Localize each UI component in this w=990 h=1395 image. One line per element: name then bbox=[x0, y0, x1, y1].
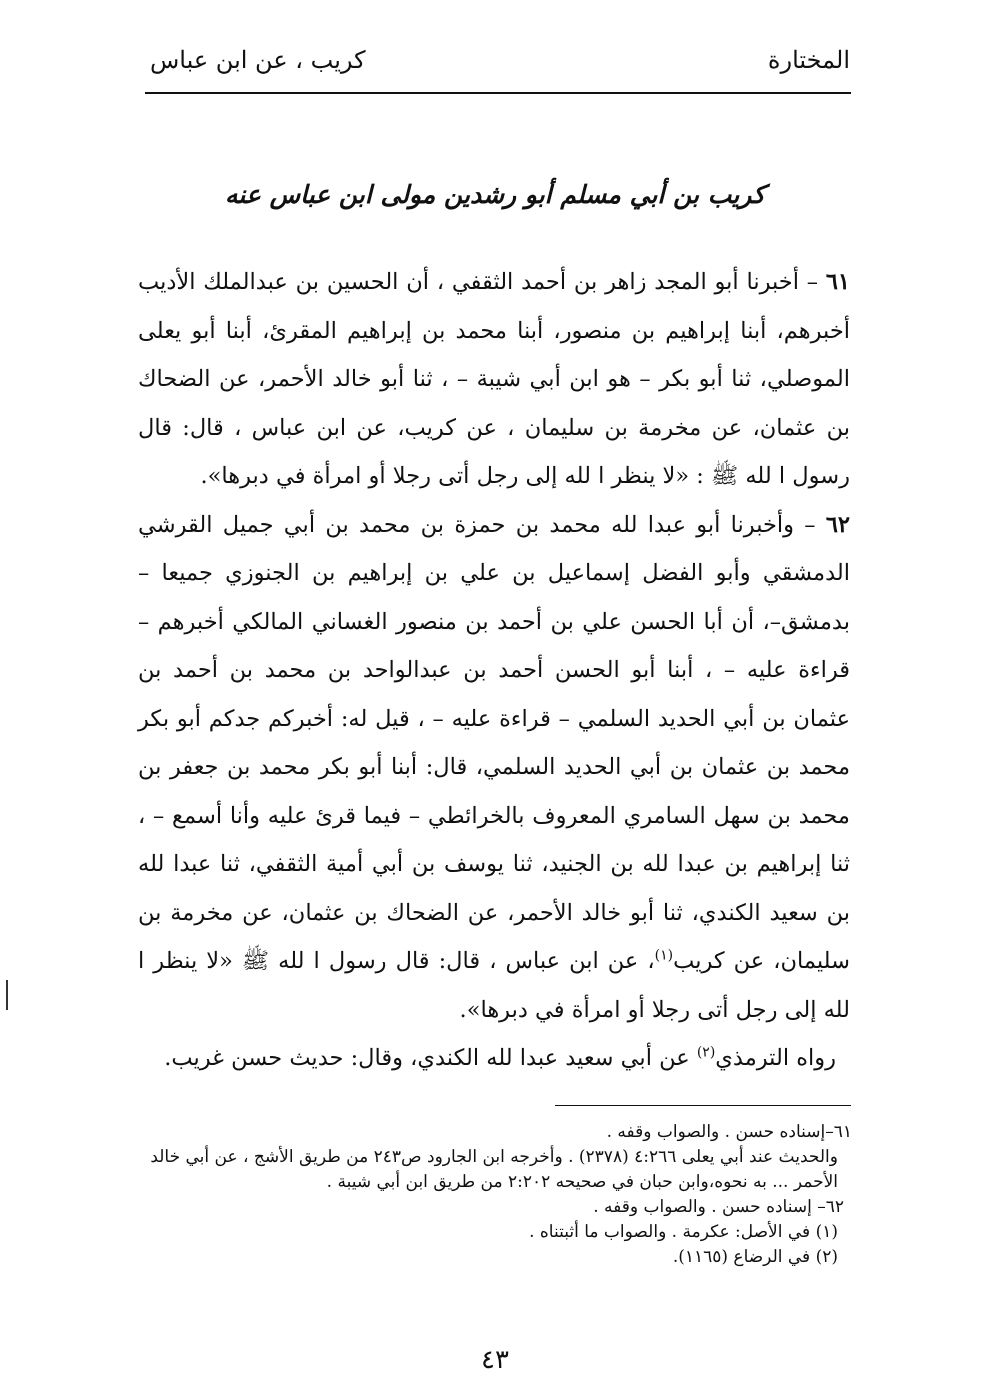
running-header-section-title: كريب ، عن ابن عباس bbox=[150, 46, 366, 74]
scan-artifact bbox=[6, 980, 8, 1010]
hadith-text: – وأخبرنا أبو عبدا لله محمد بن حمزة بن محمد بن أبي جميل القرشي الدمشقي وأبو الفضل إسماعيل بن علي بن إبراهيم بن الجنوزي جميعا – بدمشق–، أن أبا الحسن علي بن أحمد بن منصور الغساني المالكي أخبرهم – قراءة عليه – ، أبنا أبو الحسن أحمد بن عبدالواحد بن محمد بن أحمد بن عثمان بن أبي الحديد السلمي – قراءة عليه – ، قيل له: أخبركم جدكم أبو بكر محمد بن عثمان بن أبي الحديد السلمي، قال: أبنا أبو بكر محمد بن جعفر بن محمد بن سهل السامري المعروف بالخرائطي – فيما قرئ عليه وأنا أسمع – ، ثنا إبراهيم بن عبدا لله بن الجنيد، ثنا يوسف بن أبي أمية الثقفي، ثنا عبدا لله بن سعيد الكندي، ثنا أبو خالد الأحمر، عن الضحاك بن عثمان، عن مخرمة بن سليمان، عن كريب bbox=[138, 511, 850, 974]
hadith-body bbox=[138, 258, 850, 1083]
footnote-61: ٦١–إسناده حسن . والصواب وقفه . bbox=[606, 1122, 852, 1142]
hadith-number: ٦١ bbox=[825, 269, 850, 295]
closing-remark bbox=[138, 1034, 850, 1083]
page-number: ٤٣ bbox=[481, 1345, 509, 1375]
footnote-ref[interactable]: (٢) bbox=[696, 1044, 716, 1061]
footnotes bbox=[132, 1120, 852, 1270]
hadith-text: – أخبرنا أبو المجد زاهر بن أحمد الثقفي ، أن الحسين بن عبدالملك الأديب أخبرهم، أبنا إبراهيم بن منصور، أبنا محمد بن إبراهيم المقرئ، أبنا أبو يعلى الموصلي، ثنا أبو بكر – هو ابن أبي شيبة – ، ثنا أبو خالد الأحمر، عن الضحاك بن عثمان، عن مخرمة بن سليمان ، عن كريب، عن ابن عباس ، قال: قال رسول ا لله ﷺ : «لا ينظر ا لله إلى رجل أتى رجلا أو امرأة في دبرها». bbox=[138, 269, 850, 489]
footnote-61-detail: والحديث عند أبي يعلى ٤:٢٦٦ (٢٣٧٨) . وأخرجه ابن الجارود ص٢٤٣ من طريق الأشج ، عن أبي خالد الأحمر ... به نحوه،وابن حبان في صحيحه ٢:٢٠٢ من طريق ابن أبي شيبة . bbox=[150, 1147, 838, 1192]
footnote-ref[interactable]: (١) bbox=[654, 947, 674, 964]
hadith-61 bbox=[138, 258, 850, 501]
footnote-divider bbox=[555, 1105, 851, 1106]
chapter-title: كريب بن أبي مسلم أبو رشدين مولى ابن عباس عنه bbox=[225, 180, 765, 209]
footnote-1: (١) في الأصل: عكرمة . والصواب ما أثبتناه . bbox=[529, 1222, 838, 1242]
closing-text-continued: عن أبي سعيد عبدا لله الكندي، وقال: حديث حسن غريب. bbox=[164, 1045, 697, 1071]
closing-text: رواه الترمذي bbox=[715, 1045, 836, 1071]
header-divider bbox=[145, 92, 851, 94]
hadith-number: ٦٢ bbox=[825, 511, 850, 538]
hadith-text-continued: ، عن ابن عباس ، قال: قال رسول ا لله ﷺ «لا ينظر ا لله إلى رجل أتى رجلا أو امرأة في دبرها». bbox=[138, 948, 850, 1023]
footnote-62: ٦٢– إسناده حسن . والصواب وقفه . bbox=[593, 1197, 844, 1217]
footnote-2: (٢) في الرضاع (١١٦٥). bbox=[672, 1247, 838, 1267]
running-header-book-title: المختارة bbox=[767, 46, 850, 74]
hadith-62 bbox=[138, 501, 850, 1035]
